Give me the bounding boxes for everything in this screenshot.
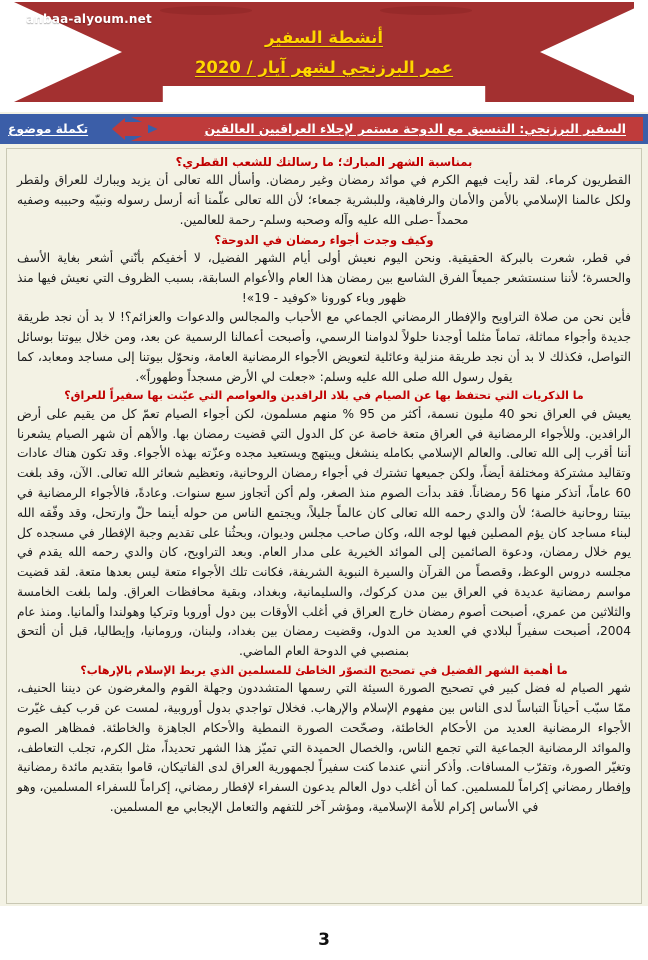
ribbon-header bbox=[0, 0, 648, 112]
article-paragraph: يعيش في العراق نحو 40 مليون نسمة، أكثر من 95 % منهم مسلمون، لكن أجواء الصيام تعمّ كل من يقيم على أرض الرافدين. وللأجواء الرمضانية في العراق متعة خاصة عن كل الدول التي قضيت رمضان بها. والأهم أن شهر الصيام يشعرنا أننا أقرب إلى الله تعالى. والعالم الإسلامي بكامله ينشغل ويبتهج ويستعيد مجده وعزّته بهذه الأجواء. وقد تكون هناك عادات وتقاليد مشتركة ومختلفة أيضاً، ولكن جميعها تشترك في أجواء رمضان الروحانية، وتعظيم شعائر الله تعالى. الآن، وقد بلغت 60 عاماً، أتذكر منها 56 رمضاناً. فقد بدأت الصوم منذ الصغر، ولم أكن أتجاوز سبع سنوات. وعادةً، فالأجواء الرمضانية في بيتنا روحانية خالصة؛ لأن والدي رحمه الله تعالى كان عالماً جليلاً، ويجتمع الناس من حوله أينما حلّ وارتحل، وقد وفّقه الله لبناء مساجد كان يؤم المصلين فيها لوجه الله، وكان صاحب مجلس وديوان، وبحثُنا على تقديم وجبة الإفطار في مسجده كل يوم خلال رمضان، ودعوة الصائمين إلى الموائد الخيرية على مدار العام. وبعد التراويح، كان والدي رحمه الله يقدم في مجلسه دروس الوعظ، وقصصاً من القرآن والسيرة النبوية الشريفة، فكانت تلك الأجواء متعة ليس بعدها متعة. لقد قضيت مواسم رمضانية عديدة في العراق بين مدن كركوك، والسليمانية، وبغداد، وبقية محافظات العراق. ولما بلغت الخامسة والثلاثين من عمري، أصبحت أصوم رمضان خارج العراق في أغلب الأوقات بين دول أوروبا وتركيا وهولندا وألمانيا. ومنذ عام 2004، أصبحت سفيراً لبلادي في العديد من الدول، وقضيت رمضان بين بغداد، ولبنان، ورومانيا، وإيطاليا، قبل أن ألتحق بمنصبي في الدوحة العام الماضي. bbox=[17, 406, 631, 659]
article-question: ما الذكريات التي تحتفظ بها عن الصيام في بلاد الرافدين والعواصم التي عيّنت بها سفيراً للعراق؟ bbox=[64, 389, 584, 403]
topic-headline: السفير البرزنجي: التنسيق مع الدوحة مستمر لإجلاء العراقيين العالقين bbox=[204, 122, 626, 136]
article-paragraph: فأين نحن من صلاة التراويح والإفطار الرمضاني الجماعي مع الأحباب والمجالس والدعوات والعزائم؟! لا بد أن نجد طريقة جديدة وأجواء مماثلة، تماماً مثلما أوجدنا حلولاً لدوامنا الرسمي، وأصبحت أعمالنا الرسمية عن بعد، ومن خلال بيوتنا بوسائل التواصل، فكذلك لا بد أن نجد طريقة منزلية وعائلية لتعويض الأجواء الرمضانية العامة، ونحوّل بيوتنا إلى مساجد ومعابد، كما يقول رسول الله صلى الله عليه وسلم: «جعلت لي الأرض مسجداً وطهوراً». bbox=[17, 310, 631, 384]
article-body bbox=[6, 148, 642, 904]
site-watermark: anbaa-alyoum.net bbox=[26, 12, 152, 26]
ribbon-subtitle: عمر البرزنجي لشهر آيار / 2020 bbox=[194, 57, 454, 77]
ribbon-title: أنشطة السفير bbox=[265, 27, 383, 47]
page-number: 3 bbox=[318, 930, 330, 950]
ribbon-fold-right bbox=[380, 6, 472, 15]
ribbon-fold-left bbox=[160, 6, 252, 15]
article-question: ما أهمية الشهر الفضيل في تصحيح التصوّر الخاطئ للمسلمين الذي يربط الإسلام بالإرهاب؟ bbox=[80, 663, 568, 677]
page-footer bbox=[0, 906, 648, 960]
article-question: بمناسبة الشهر المبارك؛ ما رسالتك للشعب القطري؟ bbox=[175, 155, 473, 169]
article-paragraph: شهر الصيام له فضل كبير في تصحيح الصورة السيئة التي رسمها المتشددون وجهلة القوم والمغرضون عن ديننا الحنيف، ممّا سبّب أحياناً التباساً لدى الناس بين مفهوم الإسلام والإرهاب. فخلال تواجدي بدول أوروبية، لمست عن قرب كيف غيّرت الأجواء الرمضانية العديد من الأحكام الخاطئة، وصحّحت الصورة النمطية والأحكام الجاهزة والخاطئة. فمظاهر الصوم والموائد الرمضانية الجماعية التي تجمع الناس، والخصال الحميدة التي تميّز هذا الشهر تحديداً، مثل الكرم، تجلب التعاطف، وتغيّر الصورة، وتقرّب المسافات. وأذكر أنني عندما كنت سفيراً لجمهورية العراق لدى الفاتيكان، قاموا بتقديم مائدة رمضانية وإفطار رمضاني إكراماً للمسلمين. كما أن أغلب دول العالم يدعون السفراء لإفطار رمضاني، إكراماً للسفراء المسلمين، وهو في الأساس إكرام للأمة الإسلامية، ومؤشر آخر للتفهم والتعامل الإيجابي مع المسلمين. bbox=[17, 681, 631, 814]
article-question: وكيف وجدت أجواء رمضان في الدوحة؟ bbox=[214, 232, 434, 247]
article-paragraph: القطريون كرماء. لقد رأيت فيهم الكرم في موائد رمضان وغير رمضان. وأسأل الله تعالى أن يزيد ويبارك للعراق ولقطر ولكل عالمنا الإسلامي بالأمن والأمان والرفاهية، وللبشرية جمعاء؛ لأن الله تعالى علّمنا أنه أرسل رسوله ونبيّه وحبيبه وصفيه محمداً -صلى الله عليه وآله وصحبه وسلم- رحمة للعالمين. bbox=[17, 173, 631, 227]
topic-continuation-tag: تكملة موضوع bbox=[8, 122, 89, 136]
topic-bar bbox=[0, 114, 648, 144]
article-paragraph: في قطر، شعرت بالبركة الحقيقية. ونحن اليوم نعيش أولى أيام الشهر الفضيل، لا أخفيكم بأنّني أشعر بغاية الأسف والحسرة؛ لأننا سنستشعر جميعاً الفرق الشاسع بين رمضان هذا العام والأعوام السابقة، بسبب الظروف التي نعيش فيها منذ ظهور وباء كورونا «كوفيد - 19»! bbox=[17, 251, 631, 305]
